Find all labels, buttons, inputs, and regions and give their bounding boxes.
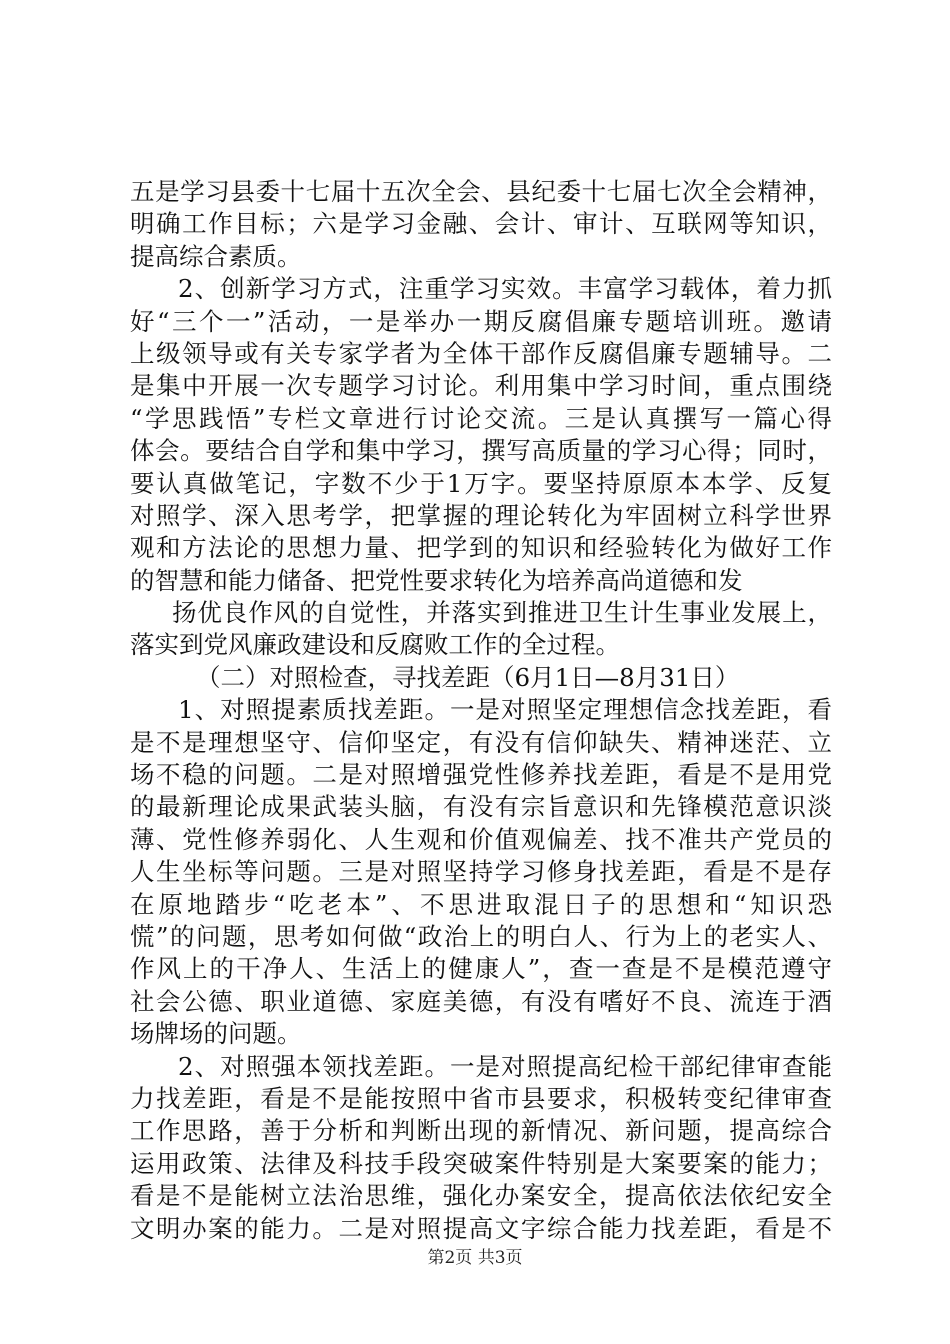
text-line: 人生坐标等问题。三是对照坚持学习修身找差距，看是不是存 (130, 857, 832, 887)
text-line: 作风上的干净人、生活上的健康人”，查一查是不是模范遵守 (130, 954, 832, 984)
text-line: 落实到党风廉政建设和反腐败工作的全过程。 (130, 630, 620, 660)
text-line: 体会。要结合自学和集中学习，撰写高质量的学习心得；同时， (130, 436, 832, 466)
text-line: 文明办案的能力。二是对照提高文字综合能力找差距，看是不 (130, 1213, 832, 1243)
text-line: 薄、党性修养弱化、人生观和价值观偏差、找不准共产党员的 (130, 824, 832, 854)
text-line: 1、对照提素质找差距。一是对照坚定理想信念找差距，看 (178, 695, 832, 725)
text-line: 工作思路，善于分析和判断出现的新情况、新问题，提高综合 (130, 1116, 832, 1146)
text-line: “学思践悟”专栏文章进行讨论交流。三是认真撰写一篇心得 (130, 403, 832, 433)
text-line: 的智慧和能力储备、把党性要求转化为培养高尚道德和发 (130, 565, 743, 595)
text-line: 场不稳的问题。二是对照增强党性修养找差距，看是不是用党 (130, 760, 832, 790)
text-line: 对照学、深入思考学，把掌握的理论转化为牢固树立科学世界 (130, 500, 832, 530)
page-number-footer: 第2页 共3页 (427, 1248, 523, 1268)
text-line: 社会公德、职业道德、家庭美德，有没有嗜好不良、流连于酒 (130, 986, 832, 1016)
text-line: 是不是理想坚守、信仰坚定，有没有信仰缺失、精神迷茫、立 (130, 727, 832, 757)
text-line: 的最新理论成果武装头脑，有没有宗旨意识和先锋模范意识淡 (130, 792, 832, 822)
text-line: 扬优良作风的自觉性，并落实到推进卫生计生事业发展上， (172, 598, 832, 628)
text-line: 看是不是能树立法治思维，强化办案安全，提高依法依纪安全 (130, 1181, 832, 1211)
text-line: 是集中开展一次专题学习讨论。利用集中学习时间，重点围绕 (130, 371, 832, 401)
section-heading: （二）对照检查，寻找差距（6月1日—8月31日） (196, 662, 740, 692)
text-line: 在原地踏步“吃老本”、不思进取混日子的思想和“知识恐 (130, 889, 832, 919)
text-line: 观和方法论的思想力量、把学到的知识和经验转化为做好工作 (130, 533, 832, 563)
text-line: 慌”的问题，思考如何做“政治上的明白人、行为上的老实人、 (130, 921, 832, 951)
text-line: 要认真做笔记，字数不少于1万字。要坚持原原本本学、反复 (130, 468, 832, 498)
text-line: 2、创新学习方式，注重学习实效。丰富学习载体，着力抓 (178, 274, 832, 304)
text-line: 五是学习县委十七届十五次全会、县纪委十七届七次全会精神， (130, 177, 832, 206)
text-line: 运用政策、法律及科技手段突破案件特别是大案要案的能力； (130, 1148, 832, 1178)
text-line: 提高综合素质。 (130, 241, 302, 271)
document-body (130, 176, 832, 1245)
text-line: 好“三个一”活动，一是举办一期反腐倡廉专题培训班。邀请 (130, 306, 832, 336)
text-line: 场牌场的问题。 (130, 1019, 302, 1049)
text-line: 上级领导或有关专家学者为全体干部作反腐倡廉专题辅导。二 (130, 338, 832, 368)
text-line: 力找差距，看是不是能按照中省市县要求，积极转变纪律审查 (130, 1083, 832, 1113)
text-line: 明确工作目标；六是学习金融、会计、审计、互联网等知识， (130, 209, 832, 239)
text-line: 2、对照强本领找差距。一是对照提高纪检干部纪律审查能 (178, 1051, 832, 1081)
